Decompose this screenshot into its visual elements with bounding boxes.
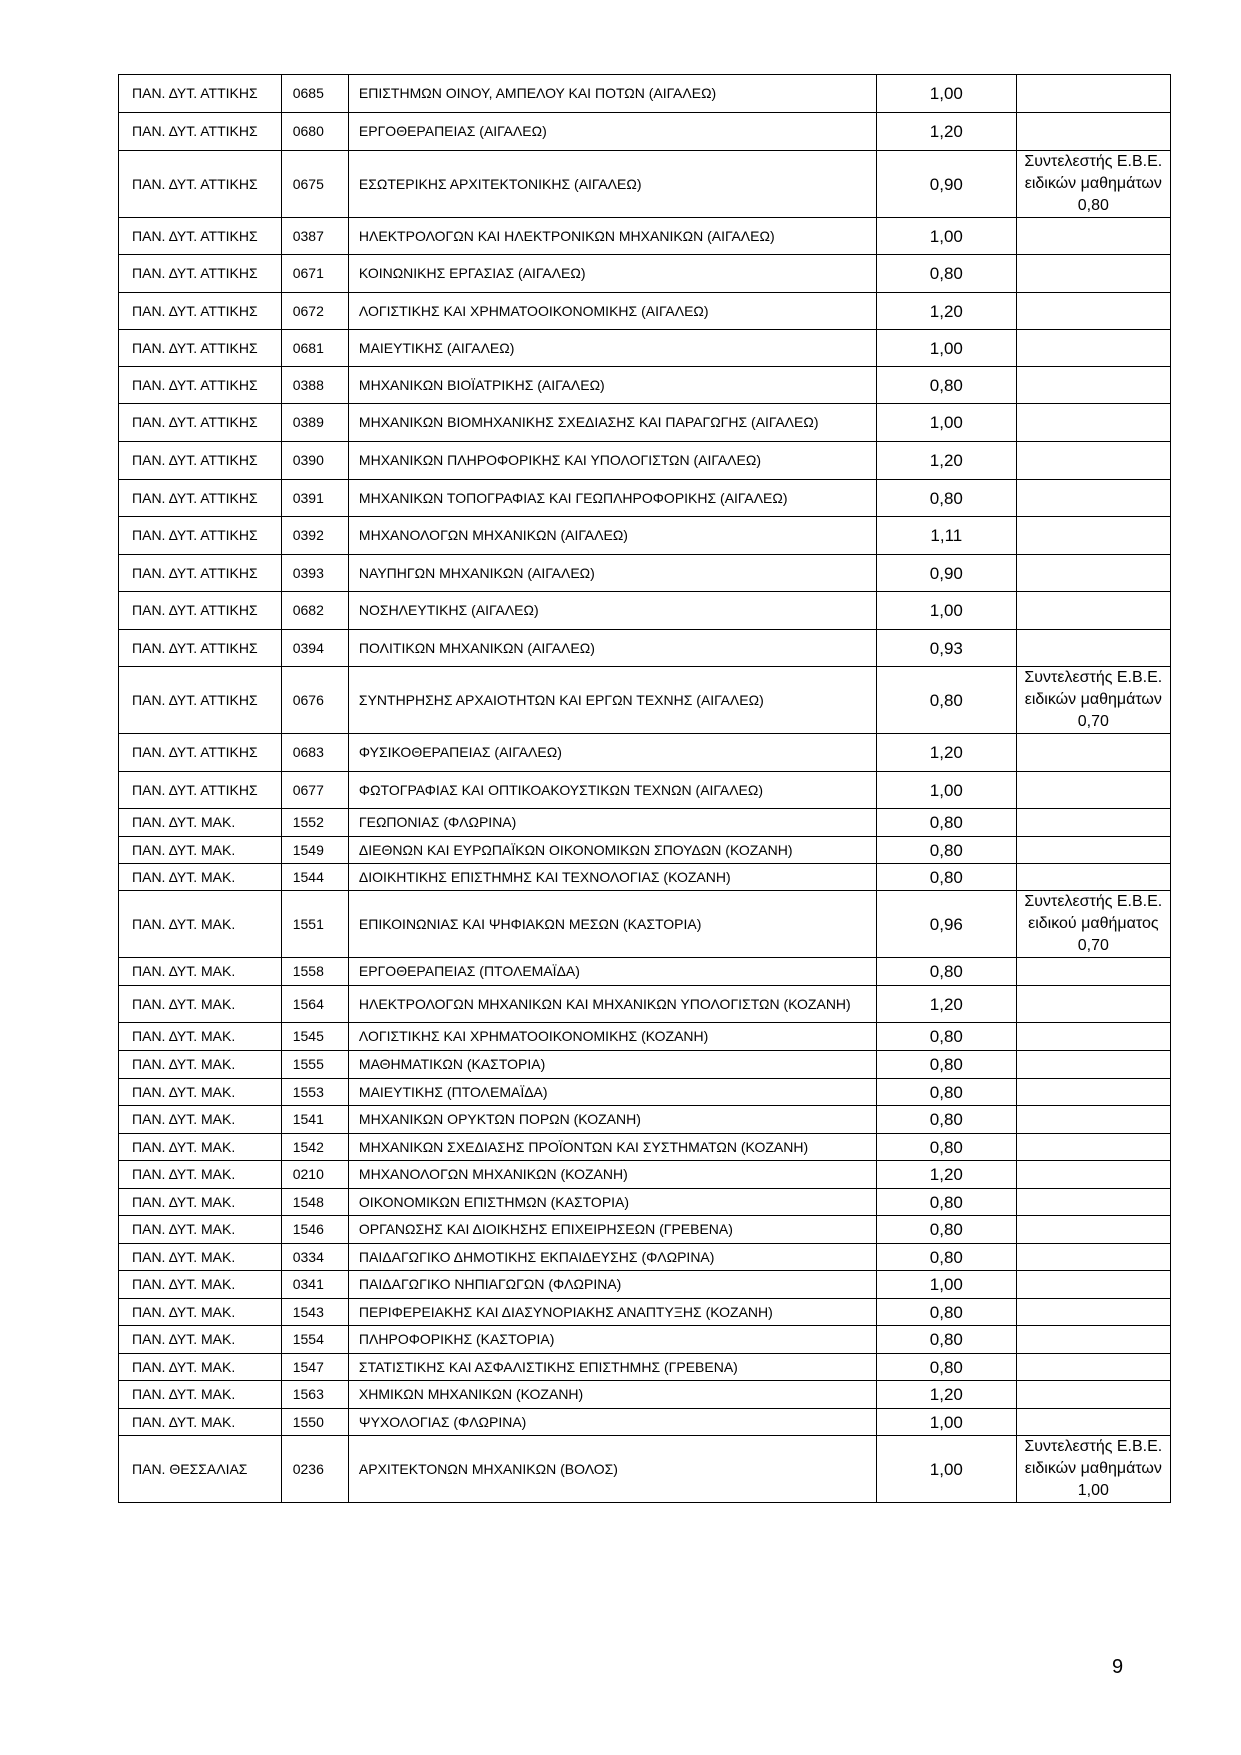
table-row <box>119 218 1171 255</box>
coefficient-cell: 1,11 <box>877 517 1017 555</box>
note-cell <box>1016 1409 1170 1436</box>
code-cell: 1544 <box>281 864 348 891</box>
table-row <box>119 555 1171 592</box>
coefficient-cell: 1,20 <box>877 1161 1017 1189</box>
table-row <box>119 592 1171 630</box>
table-row <box>119 1436 1171 1503</box>
university-cell: ΠΑΝ. ΔΥΤ. ΜΑΚ. <box>119 891 282 958</box>
coefficient-cell: 0,80 <box>877 480 1017 517</box>
table-row <box>119 517 1171 555</box>
note-cell <box>1016 772 1170 809</box>
code-cell: 0391 <box>281 480 348 517</box>
coefficient-cell: 0,93 <box>877 630 1017 667</box>
code-cell: 1546 <box>281 1216 348 1244</box>
code-cell: 1553 <box>281 1079 348 1106</box>
table-row <box>119 1161 1171 1189</box>
note-cell <box>1016 1189 1170 1216</box>
code-cell: 0677 <box>281 772 348 809</box>
table-row <box>119 891 1171 958</box>
university-cell: ΠΑΝ. ΔΥΤ. ΜΑΚ. <box>119 1354 282 1381</box>
note-cell <box>1016 1051 1170 1079</box>
department-cell: ΕΡΓΟΘΕΡΑΠΕΙΑΣ (ΠΤΟΛΕΜΑΪΔΑ) <box>348 958 876 986</box>
university-cell: ΠΑΝ. ΔΥΤ. ΜΑΚ. <box>119 1409 282 1436</box>
department-cell: ΦΩΤΟΓΡΑΦΙΑΣ ΚΑΙ ΟΠΤΙΚΟΑΚΟΥΣΤΙΚΩΝ ΤΕΧΝΩΝ (ΑΙΓΑΛΕΩ) <box>348 772 876 809</box>
department-cell: ΜΗΧΑΝΙΚΩΝ ΠΛΗΡΟΦΟΡΙΚΗΣ ΚΑΙ ΥΠΟΛΟΓΙΣΤΩΝ (ΑΙΓΑΛΕΩ) <box>348 442 876 480</box>
code-cell: 0675 <box>281 151 348 218</box>
code-cell: 1542 <box>281 1134 348 1161</box>
note-cell <box>1016 1079 1170 1106</box>
note-cell <box>1016 1216 1170 1244</box>
note-cell: Συντελεστής Ε.Β.Ε. ειδικών μαθημάτων 0,80 <box>1016 151 1170 218</box>
code-cell: 0210 <box>281 1161 348 1189</box>
department-cell: ΦΥΣΙΚΟΘΕΡΑΠΕΙΑΣ (ΑΙΓΑΛΕΩ) <box>348 734 876 772</box>
code-cell: 1549 <box>281 837 348 864</box>
coefficient-cell: 0,96 <box>877 891 1017 958</box>
code-cell: 0394 <box>281 630 348 667</box>
table-row <box>119 330 1171 367</box>
university-cell: ΠΑΝ. ΔΥΤ. ΜΑΚ. <box>119 1381 282 1409</box>
code-cell: 0341 <box>281 1271 348 1299</box>
note-cell <box>1016 864 1170 891</box>
department-cell: ΣΥΝΤΗΡΗΣΗΣ ΑΡΧΑΙΟΤΗΤΩΝ ΚΑΙ ΕΡΓΩΝ ΤΕΧΝΗΣ (ΑΙΓΑΛΕΩ) <box>348 667 876 734</box>
department-cell: ΕΣΩΤΕΡΙΚΗΣ ΑΡΧΙΤΕΚΤΟΝΙΚΗΣ (ΑΙΓΑΛΕΩ) <box>348 151 876 218</box>
university-cell: ΠΑΝ. ΔΥΤ. ΜΑΚ. <box>119 1244 282 1271</box>
table-row <box>119 1271 1171 1299</box>
note-cell <box>1016 1023 1170 1051</box>
department-cell: ΠΛΗΡΟΦΟΡΙΚΗΣ (ΚΑΣΤΟΡΙΑ) <box>348 1326 876 1354</box>
table-row <box>119 1023 1171 1051</box>
university-cell: ΠΑΝ. ΔΥΤ. ΜΑΚ. <box>119 958 282 986</box>
university-cell: ΠΑΝ. ΔΥΤ. ΑΤΤΙΚΗΣ <box>119 734 282 772</box>
code-cell: 0672 <box>281 293 348 330</box>
note-cell <box>1016 555 1170 592</box>
coefficient-cell: 0,80 <box>877 1051 1017 1079</box>
university-cell: ΠΑΝ. ΘΕΣΣΑΛΙΑΣ <box>119 1436 282 1503</box>
note-cell <box>1016 255 1170 293</box>
coefficient-cell: 0,80 <box>877 1023 1017 1051</box>
code-cell: 0682 <box>281 592 348 630</box>
table-row <box>119 1106 1171 1134</box>
table-row <box>119 255 1171 293</box>
note-cell <box>1016 1326 1170 1354</box>
coefficient-cell: 1,00 <box>877 592 1017 630</box>
table-row <box>119 958 1171 986</box>
table-row <box>119 734 1171 772</box>
table-row <box>119 442 1171 480</box>
coefficient-cell: 0,80 <box>877 1106 1017 1134</box>
university-cell: ΠΑΝ. ΔΥΤ. ΑΤΤΙΚΗΣ <box>119 151 282 218</box>
table-row <box>119 1409 1171 1436</box>
table-row <box>119 837 1171 864</box>
coefficient-cell: 0,80 <box>877 837 1017 864</box>
university-cell: ΠΑΝ. ΔΥΤ. ΜΑΚ. <box>119 1106 282 1134</box>
code-cell: 0389 <box>281 404 348 442</box>
table-row <box>119 630 1171 667</box>
coefficient-cell: 0,80 <box>877 1216 1017 1244</box>
university-cell: ΠΑΝ. ΔΥΤ. ΜΑΚ. <box>119 864 282 891</box>
university-cell: ΠΑΝ. ΔΥΤ. ΑΤΤΙΚΗΣ <box>119 630 282 667</box>
university-cell: ΠΑΝ. ΔΥΤ. ΑΤΤΙΚΗΣ <box>119 75 282 113</box>
coefficient-cell: 0,80 <box>877 864 1017 891</box>
table-row <box>119 75 1171 113</box>
table-row <box>119 1381 1171 1409</box>
note-cell <box>1016 837 1170 864</box>
note-cell: Συντελεστής Ε.Β.Ε. ειδικών μαθημάτων 0,70 <box>1016 667 1170 734</box>
coefficient-cell: 1,20 <box>877 293 1017 330</box>
table-row <box>119 864 1171 891</box>
note-cell: Συντελεστής Ε.Β.Ε. ειδικού μαθήματος 0,70 <box>1016 891 1170 958</box>
code-cell: 0393 <box>281 555 348 592</box>
code-cell: 0680 <box>281 113 348 151</box>
table-row <box>119 1244 1171 1271</box>
university-cell: ΠΑΝ. ΔΥΤ. ΜΑΚ. <box>119 1326 282 1354</box>
code-cell: 0387 <box>281 218 348 255</box>
coefficient-cell: 0,80 <box>877 958 1017 986</box>
university-cell: ΠΑΝ. ΔΥΤ. ΑΤΤΙΚΗΣ <box>119 367 282 404</box>
note-cell <box>1016 367 1170 404</box>
department-cell: ΛΟΓΙΣΤΙΚΗΣ ΚΑΙ ΧΡΗΜΑΤΟΟΙΚΟΝΟΜΙΚΗΣ (ΑΙΓΑΛΕΩ) <box>348 293 876 330</box>
page-number: 9 <box>1112 1656 1124 1678</box>
department-cell: ΜΗΧΑΝΙΚΩΝ ΤΟΠΟΓΡΑΦΙΑΣ ΚΑΙ ΓΕΩΠΛΗΡΟΦΟΡΙΚΗΣ (ΑΙΓΑΛΕΩ) <box>348 480 876 517</box>
department-cell: ΠΑΙΔΑΓΩΓΙΚΟ ΝΗΠΙΑΓΩΓΩΝ (ΦΛΩΡΙΝΑ) <box>348 1271 876 1299</box>
code-cell: 0390 <box>281 442 348 480</box>
university-cell: ΠΑΝ. ΔΥΤ. ΜΑΚ. <box>119 1216 282 1244</box>
note-cell <box>1016 809 1170 837</box>
coefficient-cell: 0,80 <box>877 1134 1017 1161</box>
table-row <box>119 404 1171 442</box>
department-cell: ΗΛΕΚΤΡΟΛΟΓΩΝ ΚΑΙ ΗΛΕΚΤΡΟΝΙΚΩΝ ΜΗΧΑΝΙΚΩΝ (ΑΙΓΑΛΕΩ) <box>348 218 876 255</box>
note-cell <box>1016 1106 1170 1134</box>
university-cell: ΠΑΝ. ΔΥΤ. ΜΑΚ. <box>119 1161 282 1189</box>
department-cell: ΜΗΧΑΝΙΚΩΝ ΒΙΟΜΗΧΑΝΙΚΗΣ ΣΧΕΔΙΑΣΗΣ ΚΑΙ ΠΑΡΑΓΩΓΗΣ (ΑΙΓΑΛΕΩ) <box>348 404 876 442</box>
note-cell <box>1016 404 1170 442</box>
coefficient-cell: 1,00 <box>877 218 1017 255</box>
university-cell: ΠΑΝ. ΔΥΤ. ΜΑΚ. <box>119 1079 282 1106</box>
department-cell: ΜΗΧΑΝΟΛΟΓΩΝ ΜΗΧΑΝΙΚΩΝ (ΚΟΖΑΝΗ) <box>348 1161 876 1189</box>
note-cell <box>1016 75 1170 113</box>
coefficient-cell: 0,80 <box>877 1354 1017 1381</box>
table-row <box>119 1079 1171 1106</box>
university-cell: ΠΑΝ. ΔΥΤ. ΑΤΤΙΚΗΣ <box>119 255 282 293</box>
coefficient-cell: 0,80 <box>877 1299 1017 1326</box>
note-cell <box>1016 113 1170 151</box>
department-cell: ΜΗΧΑΝΙΚΩΝ ΣΧΕΔΙΑΣΗΣ ΠΡΟΪΟΝΤΩΝ ΚΑΙ ΣΥΣΤΗΜΑΤΩΝ (ΚΟΖΑΝΗ) <box>348 1134 876 1161</box>
department-cell: ΨΥΧΟΛΟΓΙΑΣ (ΦΛΩΡΙΝΑ) <box>348 1409 876 1436</box>
code-cell: 1552 <box>281 809 348 837</box>
department-cell: ΗΛΕΚΤΡΟΛΟΓΩΝ ΜΗΧΑΝΙΚΩΝ ΚΑΙ ΜΗΧΑΝΙΚΩΝ ΥΠΟΛΟΓΙΣΤΩΝ (ΚΟΖΑΝΗ) <box>348 986 876 1023</box>
university-cell: ΠΑΝ. ΔΥΤ. ΑΤΤΙΚΗΣ <box>119 517 282 555</box>
table-row <box>119 151 1171 218</box>
table-row <box>119 480 1171 517</box>
code-cell: 0236 <box>281 1436 348 1503</box>
coefficient-cell: 0,80 <box>877 255 1017 293</box>
code-cell: 1543 <box>281 1299 348 1326</box>
coefficient-cell: 1,20 <box>877 986 1017 1023</box>
table-row <box>119 367 1171 404</box>
note-cell <box>1016 1271 1170 1299</box>
table-row <box>119 293 1171 330</box>
department-cell: ΜΑΙΕΥΤΙΚΗΣ (ΠΤΟΛΕΜΑΪΔΑ) <box>348 1079 876 1106</box>
code-cell: 1545 <box>281 1023 348 1051</box>
university-cell: ΠΑΝ. ΔΥΤ. ΑΤΤΙΚΗΣ <box>119 592 282 630</box>
note-cell <box>1016 958 1170 986</box>
coefficient-cell: 1,00 <box>877 1409 1017 1436</box>
code-cell: 0683 <box>281 734 348 772</box>
coefficient-cell: 1,00 <box>877 772 1017 809</box>
department-cell: ΔΙΕΘΝΩΝ ΚΑΙ ΕΥΡΩΠΑΪΚΩΝ ΟΙΚΟΝΟΜΙΚΩΝ ΣΠΟΥΔΩΝ (ΚΟΖΑΝΗ) <box>348 837 876 864</box>
department-cell: ΓΕΩΠΟΝΙΑΣ (ΦΛΩΡΙΝΑ) <box>348 809 876 837</box>
table-row <box>119 1051 1171 1079</box>
code-cell: 0334 <box>281 1244 348 1271</box>
university-cell: ΠΑΝ. ΔΥΤ. ΜΑΚ. <box>119 1271 282 1299</box>
table-row <box>119 1216 1171 1244</box>
university-cell: ΠΑΝ. ΔΥΤ. ΑΤΤΙΚΗΣ <box>119 555 282 592</box>
table-row <box>119 1299 1171 1326</box>
note-cell <box>1016 293 1170 330</box>
coefficient-cell: 0,80 <box>877 367 1017 404</box>
university-cell: ΠΑΝ. ΔΥΤ. ΜΑΚ. <box>119 1051 282 1079</box>
coefficient-cell: 1,00 <box>877 75 1017 113</box>
code-cell: 1558 <box>281 958 348 986</box>
university-cell: ΠΑΝ. ΔΥΤ. ΑΤΤΙΚΗΣ <box>119 113 282 151</box>
university-cell: ΠΑΝ. ΔΥΤ. ΑΤΤΙΚΗΣ <box>119 772 282 809</box>
note-cell <box>1016 734 1170 772</box>
coefficient-cell: 1,00 <box>877 1271 1017 1299</box>
code-cell: 0676 <box>281 667 348 734</box>
note-cell <box>1016 442 1170 480</box>
department-cell: ΜΗΧΑΝΙΚΩΝ ΒΙΟΪΑΤΡΙΚΗΣ (ΑΙΓΑΛΕΩ) <box>348 367 876 404</box>
university-cell: ΠΑΝ. ΔΥΤ. ΜΑΚ. <box>119 837 282 864</box>
note-cell <box>1016 1134 1170 1161</box>
code-cell: 1554 <box>281 1326 348 1354</box>
note-cell <box>1016 517 1170 555</box>
note-cell <box>1016 986 1170 1023</box>
coefficient-cell: 1,20 <box>877 442 1017 480</box>
coefficient-cell: 0,90 <box>877 555 1017 592</box>
note-cell <box>1016 1161 1170 1189</box>
department-cell: ΔΙΟΙΚΗΤΙΚΗΣ ΕΠΙΣΤΗΜΗΣ ΚΑΙ ΤΕΧΝΟΛΟΓΙΑΣ (ΚΟΖΑΝΗ) <box>348 864 876 891</box>
department-cell: ΕΡΓΟΘΕΡΑΠΕΙΑΣ (ΑΙΓΑΛΕΩ) <box>348 113 876 151</box>
table-row <box>119 1189 1171 1216</box>
code-cell: 1548 <box>281 1189 348 1216</box>
university-cell: ΠΑΝ. ΔΥΤ. ΜΑΚ. <box>119 809 282 837</box>
department-cell: ΟΡΓΑΝΩΣΗΣ ΚΑΙ ΔΙΟΙΚΗΣΗΣ ΕΠΙΧΕΙΡΗΣΕΩΝ (ΓΡΕΒΕΝΑ) <box>348 1216 876 1244</box>
coefficient-cell: 0,80 <box>877 1079 1017 1106</box>
university-cell: ΠΑΝ. ΔΥΤ. ΑΤΤΙΚΗΣ <box>119 330 282 367</box>
department-cell: ΜΗΧΑΝΟΛΟΓΩΝ ΜΗΧΑΝΙΚΩΝ (ΑΙΓΑΛΕΩ) <box>348 517 876 555</box>
note-cell: Συντελεστής Ε.Β.Ε. ειδικών μαθημάτων 1,00 <box>1016 1436 1170 1503</box>
code-cell: 0681 <box>281 330 348 367</box>
department-cell: ΠΟΛΙΤΙΚΩΝ ΜΗΧΑΝΙΚΩΝ (ΑΙΓΑΛΕΩ) <box>348 630 876 667</box>
code-cell: 1555 <box>281 1051 348 1079</box>
code-cell: 0671 <box>281 255 348 293</box>
coefficient-cell: 0,80 <box>877 809 1017 837</box>
note-cell <box>1016 330 1170 367</box>
coefficient-cell: 0,80 <box>877 1244 1017 1271</box>
note-cell <box>1016 1354 1170 1381</box>
table-row <box>119 667 1171 734</box>
department-cell: ΣΤΑΤΙΣΤΙΚΗΣ ΚΑΙ ΑΣΦΑΛΙΣΤΙΚΗΣ ΕΠΙΣΤΗΜΗΣ (ΓΡΕΒΕΝΑ) <box>348 1354 876 1381</box>
university-cell: ΠΑΝ. ΔΥΤ. ΑΤΤΙΚΗΣ <box>119 404 282 442</box>
code-cell: 0685 <box>281 75 348 113</box>
coefficient-cell: 0,80 <box>877 1326 1017 1354</box>
department-cell: ΜΑΙΕΥΤΙΚΗΣ (ΑΙΓΑΛΕΩ) <box>348 330 876 367</box>
university-cell: ΠΑΝ. ΔΥΤ. ΜΑΚ. <box>119 1189 282 1216</box>
department-cell: ΚΟΙΝΩΝΙΚΗΣ ΕΡΓΑΣΙΑΣ (ΑΙΓΑΛΕΩ) <box>348 255 876 293</box>
department-cell: ΜΗΧΑΝΙΚΩΝ ΟΡΥΚΤΩΝ ΠΟΡΩΝ (ΚΟΖΑΝΗ) <box>348 1106 876 1134</box>
department-cell: ΑΡΧΙΤΕΚΤΟΝΩΝ ΜΗΧΑΝΙΚΩΝ (ΒΟΛΟΣ) <box>348 1436 876 1503</box>
coefficient-cell: 1,20 <box>877 734 1017 772</box>
department-cell: ΠΕΡΙΦΕΡΕΙΑΚΗΣ ΚΑΙ ΔΙΑΣΥΝΟΡΙΑΚΗΣ ΑΝΑΠΤΥΞΗΣ (ΚΟΖΑΝΗ) <box>348 1299 876 1326</box>
coefficients-table <box>118 74 1171 1503</box>
table-body <box>119 75 1171 1503</box>
code-cell: 1551 <box>281 891 348 958</box>
coefficient-cell: 0,80 <box>877 1189 1017 1216</box>
department-cell: ΠΑΙΔΑΓΩΓΙΚΟ ΔΗΜΟΤΙΚΗΣ ΕΚΠΑΙΔΕΥΣΗΣ (ΦΛΩΡΙΝΑ) <box>348 1244 876 1271</box>
department-cell: ΝΑΥΠΗΓΩΝ ΜΗΧΑΝΙΚΩΝ (ΑΙΓΑΛΕΩ) <box>348 555 876 592</box>
university-cell: ΠΑΝ. ΔΥΤ. ΜΑΚ. <box>119 1299 282 1326</box>
code-cell: 1547 <box>281 1354 348 1381</box>
code-cell: 0392 <box>281 517 348 555</box>
coefficient-cell: 0,90 <box>877 151 1017 218</box>
note-cell <box>1016 630 1170 667</box>
coefficient-cell: 1,00 <box>877 404 1017 442</box>
note-cell <box>1016 480 1170 517</box>
department-cell: ΧΗΜΙΚΩΝ ΜΗΧΑΝΙΚΩΝ (ΚΟΖΑΝΗ) <box>348 1381 876 1409</box>
code-cell: 1541 <box>281 1106 348 1134</box>
table-row <box>119 1134 1171 1161</box>
university-cell: ΠΑΝ. ΔΥΤ. ΑΤΤΙΚΗΣ <box>119 667 282 734</box>
coefficient-cell: 1,00 <box>877 1436 1017 1503</box>
table-row <box>119 772 1171 809</box>
table-row <box>119 809 1171 837</box>
department-cell: ΛΟΓΙΣΤΙΚΗΣ ΚΑΙ ΧΡΗΜΑΤΟΟΙΚΟΝΟΜΙΚΗΣ (ΚΟΖΑΝΗ) <box>348 1023 876 1051</box>
note-cell <box>1016 218 1170 255</box>
department-cell: ΕΠΙΣΤΗΜΩΝ ΟΙΝΟΥ, ΑΜΠΕΛΟΥ ΚΑΙ ΠΟΤΩΝ (ΑΙΓΑΛΕΩ) <box>348 75 876 113</box>
university-cell: ΠΑΝ. ΔΥΤ. ΜΑΚ. <box>119 1023 282 1051</box>
department-cell: ΕΠΙΚΟΙΝΩΝΙΑΣ ΚΑΙ ΨΗΦΙΑΚΩΝ ΜΕΣΩΝ (ΚΑΣΤΟΡΙΑ) <box>348 891 876 958</box>
note-cell <box>1016 1244 1170 1271</box>
university-cell: ΠΑΝ. ΔΥΤ. ΑΤΤΙΚΗΣ <box>119 218 282 255</box>
note-cell <box>1016 592 1170 630</box>
university-cell: ΠΑΝ. ΔΥΤ. ΑΤΤΙΚΗΣ <box>119 293 282 330</box>
coefficient-cell: 0,80 <box>877 667 1017 734</box>
coefficient-cell: 1,20 <box>877 1381 1017 1409</box>
university-cell: ΠΑΝ. ΔΥΤ. ΜΑΚ. <box>119 1134 282 1161</box>
coefficient-cell: 1,00 <box>877 330 1017 367</box>
university-cell: ΠΑΝ. ΔΥΤ. ΑΤΤΙΚΗΣ <box>119 480 282 517</box>
code-cell: 1564 <box>281 986 348 1023</box>
university-cell: ΠΑΝ. ΔΥΤ. ΑΤΤΙΚΗΣ <box>119 442 282 480</box>
table-row <box>119 1354 1171 1381</box>
code-cell: 1550 <box>281 1409 348 1436</box>
university-cell: ΠΑΝ. ΔΥΤ. ΜΑΚ. <box>119 986 282 1023</box>
table-row <box>119 1326 1171 1354</box>
department-cell: ΟΙΚΟΝΟΜΙΚΩΝ ΕΠΙΣΤΗΜΩΝ (ΚΑΣΤΟΡΙΑ) <box>348 1189 876 1216</box>
department-cell: ΝΟΣΗΛΕΥΤΙΚΗΣ (ΑΙΓΑΛΕΩ) <box>348 592 876 630</box>
coefficient-cell: 1,20 <box>877 113 1017 151</box>
table-row <box>119 986 1171 1023</box>
note-cell <box>1016 1381 1170 1409</box>
code-cell: 1563 <box>281 1381 348 1409</box>
code-cell: 0388 <box>281 367 348 404</box>
department-cell: ΜΑΘΗΜΑΤΙΚΩΝ (ΚΑΣΤΟΡΙΑ) <box>348 1051 876 1079</box>
note-cell <box>1016 1299 1170 1326</box>
table-row <box>119 113 1171 151</box>
